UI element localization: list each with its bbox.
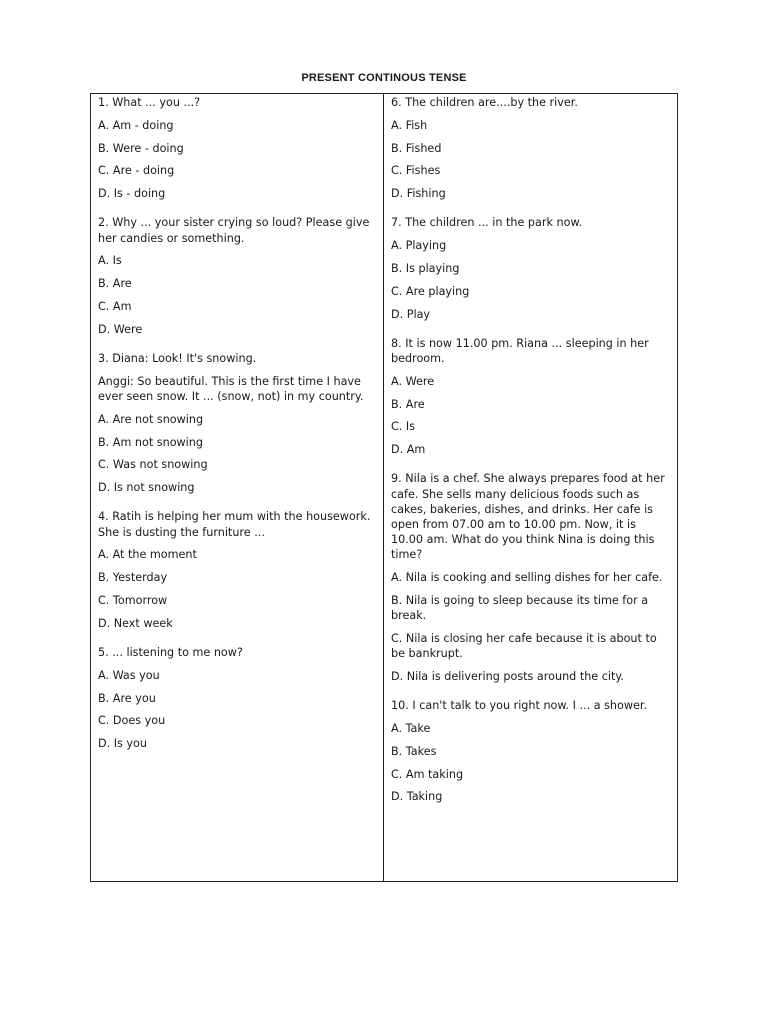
answer-option: D. Fishing xyxy=(391,187,446,201)
answer-option: A. Were xyxy=(391,374,435,388)
question-text: 5. ... listening to me now? xyxy=(98,645,243,659)
answer-option: C. Are playing xyxy=(391,284,470,298)
answer-option: A. Was you xyxy=(98,668,160,682)
answer-option: D. Next week xyxy=(98,616,173,630)
worksheet-table xyxy=(90,93,678,882)
answer-option: C. Fishes xyxy=(391,164,441,178)
answer-option: D. Am xyxy=(391,443,426,457)
answer-option: C. Nila is closing her cafe because it is about to be bankrupt. xyxy=(391,631,657,661)
question-block xyxy=(391,471,670,684)
question-text: 7. The children ... in the park now. xyxy=(391,216,583,230)
answer-option: C. Was not snowing xyxy=(98,458,208,472)
question-block xyxy=(98,215,376,337)
answer-option: B. Am not snowing xyxy=(98,435,203,449)
answer-option: A. Are not snowing xyxy=(98,412,204,426)
question-text: 10. I can't talk to you right now. I ... a shower. xyxy=(391,699,648,713)
question-text: 6. The children are....by the river. xyxy=(391,96,578,109)
question-block xyxy=(98,95,376,201)
answer-option: A. At the moment xyxy=(98,548,197,562)
question-block xyxy=(98,645,376,751)
answer-option: B. Nila is going to sleep because its time for a break. xyxy=(391,593,649,623)
question-text: Anggi: So beautiful. This is the first time I have ever seen snow. It ... (snow, not) in my country. xyxy=(98,374,365,403)
answer-option: D. Is not snowing xyxy=(98,481,195,495)
answer-option: A. Playing xyxy=(391,239,447,253)
question-text: 2. Why ... your sister crying so loud? Please give her candies or something. xyxy=(98,216,373,245)
left-column xyxy=(91,94,384,881)
answer-option: C. Tomorrow xyxy=(98,593,168,607)
right-column xyxy=(384,94,677,881)
page-title: PRESENT CONTINOUS TENSE xyxy=(301,72,467,84)
answer-option: D. Nila is delivering posts around the city. xyxy=(391,669,624,683)
question-text: 3. Diana: Look! It's snowing. xyxy=(98,351,257,365)
answer-option: A. Is xyxy=(98,254,122,268)
answer-option: B. Fished xyxy=(391,141,442,155)
answer-option: D. Taking xyxy=(391,790,443,804)
question-text: 8. It is now 11.00 pm. Riana ... sleeping in her bedroom. xyxy=(391,336,653,365)
answer-option: B. Are xyxy=(391,397,425,411)
answer-option: B. Are xyxy=(98,277,132,291)
question-block xyxy=(98,509,376,631)
answer-option: A. Am - doing xyxy=(98,118,174,132)
answer-option: C. Am taking xyxy=(391,767,464,781)
question-text: 9. Nila is a chef. She always prepares food at her cafe. She sells many delicious foods such as cakes, bakeries, dishes, and drinks. Her cafe is open from 07.00 am to 10.00 pm. Now, it is 10.00 am. What do you think Nina is doing this time? xyxy=(391,472,669,562)
answer-option: D. Is you xyxy=(98,737,147,751)
answer-option: C. Is xyxy=(391,420,416,434)
answer-option: C. Am xyxy=(98,299,132,313)
answer-option: B. Takes xyxy=(391,744,437,758)
answer-option: C. Are - doing xyxy=(98,164,175,178)
question-text: 4. Ratih is helping her mum with the housework. She is dusting the furniture ... xyxy=(98,510,374,539)
answer-option: D. Play xyxy=(391,307,431,321)
question-block xyxy=(98,351,376,495)
answer-option: B. Are you xyxy=(98,691,156,705)
answer-option: A. Nila is cooking and selling dishes for her cafe. xyxy=(391,571,663,585)
answer-option: B. Yesterday xyxy=(98,571,168,585)
answer-option: C. Does you xyxy=(98,714,166,728)
question-block xyxy=(391,215,670,321)
question-block xyxy=(391,698,670,804)
question-block xyxy=(391,95,670,201)
answer-option: D. Is - doing xyxy=(98,187,166,201)
answer-option: D. Were xyxy=(98,322,143,336)
answer-option: B. Were - doing xyxy=(98,141,184,155)
question-text: 1. What ... you ...? xyxy=(98,96,201,109)
answer-option: A. Take xyxy=(391,721,431,735)
question-block xyxy=(391,336,670,458)
answer-option: A. Fish xyxy=(391,118,428,132)
answer-option: B. Is playing xyxy=(391,261,460,275)
